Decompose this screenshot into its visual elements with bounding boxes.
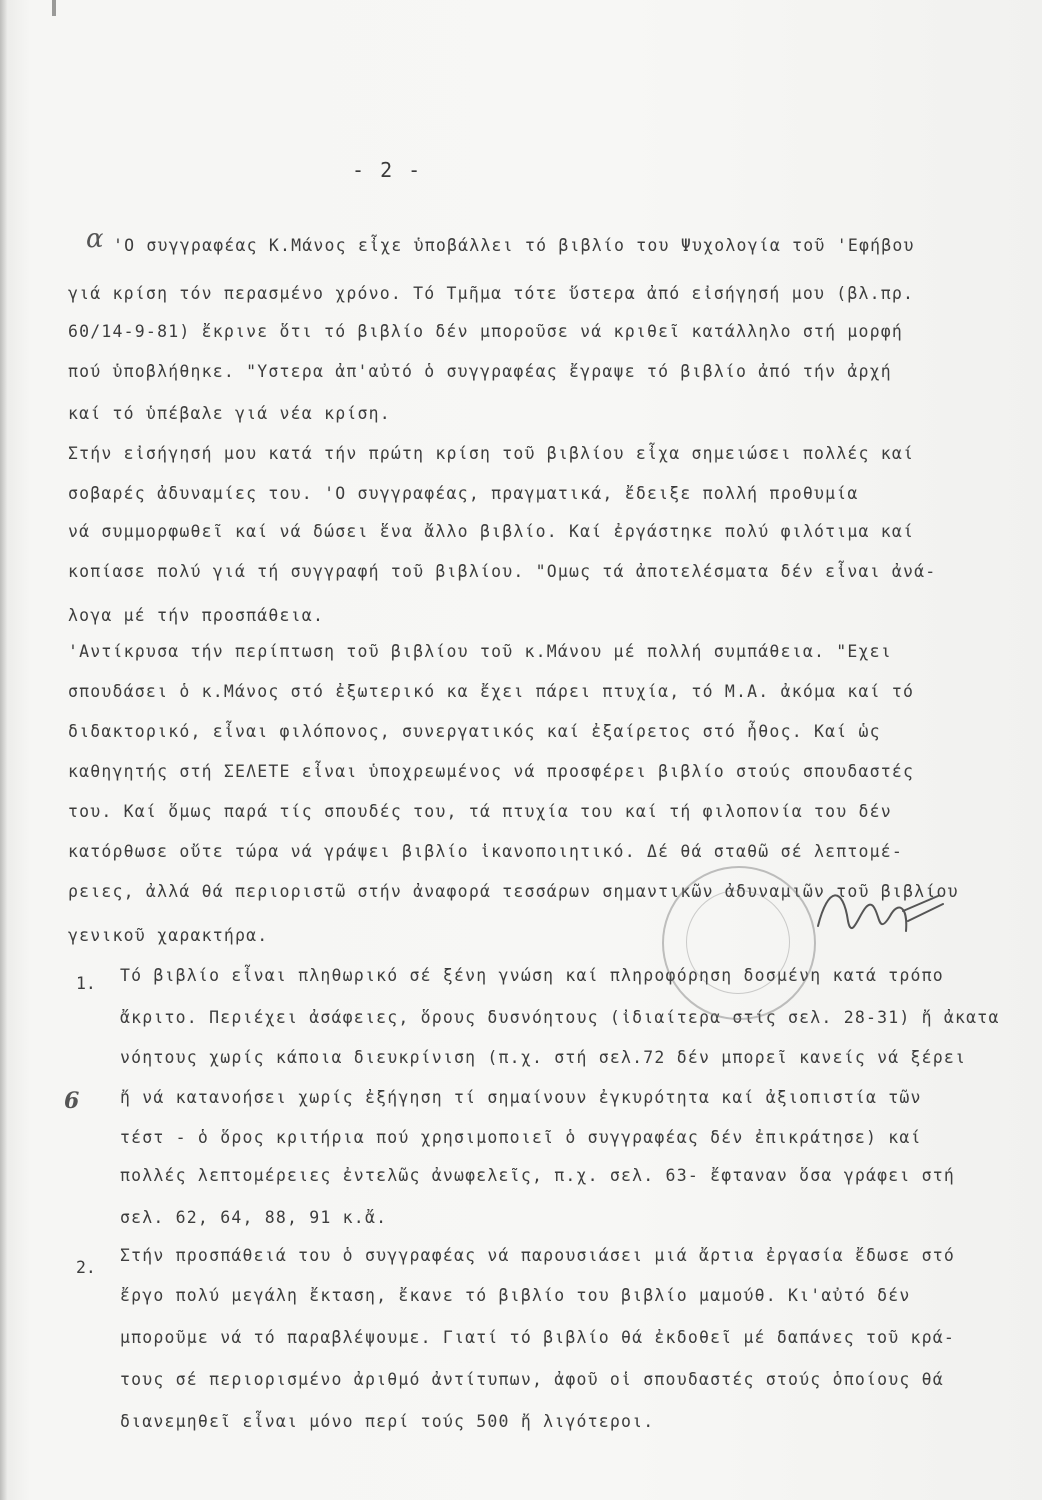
text-line: του. Καί ὅμως παρά τίς σπουδές του, τά πτυχία του καί τή φιλοπονία του δέν — [68, 802, 892, 821]
point-line: σελ. 62, 64, 88, 91 κ.ἄ. — [120, 1208, 388, 1227]
margin-mark-top: α — [86, 224, 104, 254]
text-line: Στήν εἰσήγησή μου κατά τήν πρώτη κρίση τοῦ βιβλίου εἶχα σημειώσει πολλές καί — [68, 444, 915, 463]
scan-top-mark — [52, 0, 56, 16]
point-number: 1. — [76, 974, 96, 993]
point-line: τέστ - ὁ ὅρος κριτήρια πού χρησιμοποιεῖ ὁ συγγραφέας δέν ἐπικράτησε) καί — [120, 1128, 922, 1147]
point-line: ἔργο πολύ μεγάλη ἔκταση, ἔκανε τό βιβλίο του βιβλίο μαμούθ. Κι'αὐτό δέν — [120, 1286, 911, 1305]
text-line: καθηγητής στή ΣΕΛΕΤΕ εἶναι ὑποχρεωμένος νά προσφέρει βιβλίο στούς σπουδαστές — [68, 762, 915, 781]
text-line: σπουδάσει ὁ κ.Μάνος στό ἐξωτερικό κα ἔχει πάρει πτυχία, τό Μ.Α. ἀκόμα καί τό — [68, 682, 915, 701]
text-line: γιά κρίση τόν περασμένο χρόνο. Τό Τμῆμα τότε ὕστερα ἀπό εἰσήγησή μου (βλ.πρ. — [68, 284, 915, 303]
point-line: μποροῦμε νά τό παραβλέψουμε. Γιατί τό βιβλίο θά ἐκδοθεῖ μέ δαπάνες τοῦ κρά- — [120, 1328, 956, 1347]
text-line: νά συμμορφωθεῖ καί νά δώσει ἕνα ἄλλο βιβλίο. Καί ἐργάστηκε πολύ φιλότιμα καί — [68, 522, 915, 541]
point-line: Στήν προσπάθειά του ὁ συγγραφέας νά παρουσιάσει μιά ἄρτια ἐργασία ἔδωσε στό — [120, 1246, 956, 1265]
point-line: ἄκριτο. Περιέχει ἀσάφειες, ὅρους δυσνόητους (ἰδιαίτερα στίς σελ. 28-31) ἤ ἀκατα — [120, 1008, 1000, 1027]
point-line: διανεμηθεῖ εἶναι μόνο περί τούς 500 ἤ λιγότεροι. — [120, 1412, 655, 1431]
text-line: 'Ο συγγραφέας Κ.Μάνος εἶχε ὑποβάλλει τό βιβλίο του Ψυχολογία τοῦ 'Εφήβου — [113, 236, 915, 255]
scan-edge-shadow — [0, 0, 8, 1500]
text-line: σοβαρές ἀδυναμίες του. 'Ο συγγραφέας, πραγματικά, ἔδειξε πολλή προθυμία — [68, 484, 859, 503]
point-line: ἤ νά κατανοήσει χωρίς ἐξήγηση τί σημαίνουν ἐγκυρότητα καί ἀξιοπιστία τῶν — [120, 1088, 922, 1107]
text-line: ρειες, ἀλλά θά περιοριστῶ στήν ἀναφορά τεσσάρων σημαντικῶν ἀδυναμιῶν τοῦ βιβλίου — [68, 882, 959, 901]
point-line: νόητους χωρίς κάποια διευκρίνιση (π.χ. στή σελ.72 δέν μπορεῖ κανείς νά ξέρει — [120, 1048, 967, 1067]
text-line: γενικοῦ χαρακτήρα. — [68, 926, 269, 945]
point-number: 2. — [76, 1258, 96, 1277]
text-line: κατόρθωσε οὔτε τώρα νά γράψει βιβλίο ἱκανοποιητικό. Δέ θά σταθῶ σέ λεπτομέ- — [68, 842, 904, 861]
text-line: διδακτορικό, εἶναι φιλόπονος, συνεργατικός καί ἐξαίρετος στό ἦθος. Καί ὡς — [68, 722, 881, 741]
margin-mark-middle: 6 — [64, 1088, 80, 1114]
page-number: - 2 - — [352, 158, 423, 182]
text-line: λογα μέ τήν προσπάθεια. — [68, 606, 325, 625]
text-line: κοπίασε πολύ γιά τή συγγραφή τοῦ βιβλίου. "Ομως τά ἀποτελέσματα δέν εἶναι ἀνά- — [68, 562, 937, 581]
text-line: 60/14-9-81) ἔκρινε ὅτι τό βιβλίο δέν μποροῦσε νά κριθεῖ κατάλληλο στή μορφή — [68, 322, 904, 341]
text-line: 'Αντίκρυσα τήν περίπτωση τοῦ βιβλίου τοῦ κ.Μάνου μέ πολλή συμπάθεια. "Εχει — [68, 642, 892, 661]
stamp-inner-ring — [686, 890, 790, 994]
official-stamp — [662, 866, 816, 1020]
point-line: πολλές λεπτομέρειες ἐντελῶς ἀνωφελεῖς, π.χ. σελ. 63- ἔφταναν ὅσα γράφει στή — [120, 1166, 956, 1185]
point-line: Τό βιβλίο εἶναι πληθωρικό σέ ξένη γνώση καί πληροφόρηση δοσμένη κατά τρόπο — [120, 966, 944, 985]
text-line: καί τό ὑπέβαλε γιά νέα κρίση. — [68, 404, 391, 423]
point-line: τους σέ περιορισμένο ἀριθμό ἀντίτυπων, ἀφοῦ οἱ σπουδαστές στούς ὁποίους θά — [120, 1370, 944, 1389]
handwritten-signature — [808, 876, 948, 956]
text-line: πού ὑποβλήθηκε. "Υστερα ἀπ'αὐτό ὁ συγγραφέας ἔγραψε τό βιβλίο ἀπό τήν ἀρχή — [68, 362, 892, 381]
